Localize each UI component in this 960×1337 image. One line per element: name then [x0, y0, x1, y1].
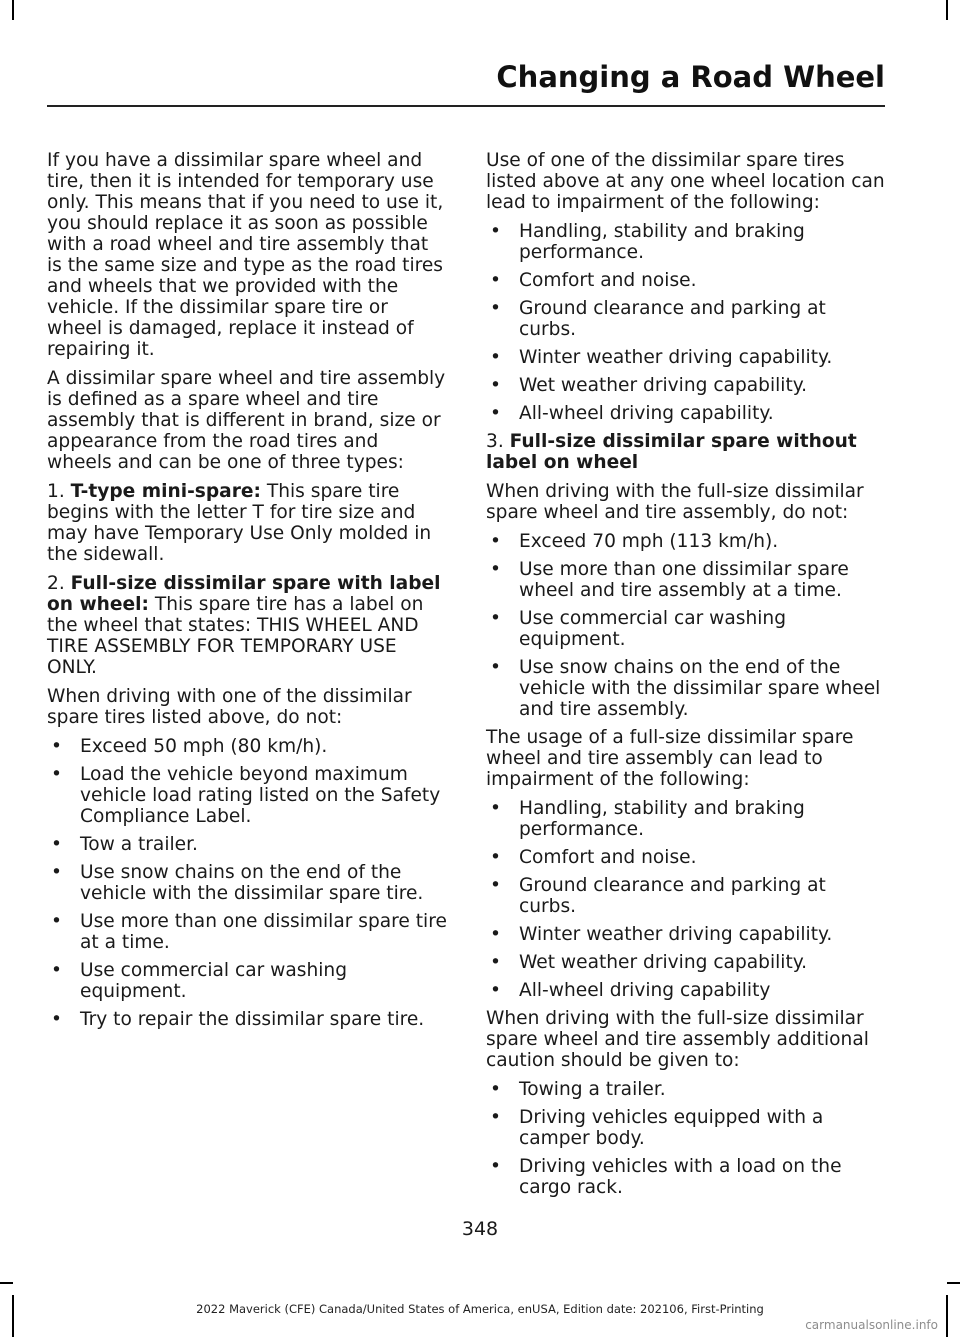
impairment-intro: Use of one of the dissimilar spare tires listed above at any one wheel location can lead to impairment of the following: [486, 150, 885, 213]
list-item: • Use more than one dissimilar spare tire at a time. [47, 911, 447, 953]
intro-paragraph: If you have a dissimilar spare wheel and tire, then it is intended for temporary use only. This means that if you need to use it, you should replace it as soon as possible with a road wheel and tire assembly that is the same size and type as the road tires and wheels that we provided with the vehicle. If the dissimilar spare tire or wheel is damaged, replace it instead of repairing it. [47, 150, 444, 360]
list-item: • Handling, stability and braking performance. [486, 798, 886, 840]
full-size-impairment-intro: The usage of a full-size dissimilar spare wheel and tire assembly can lead to impairment of the following: [486, 727, 854, 790]
crop-mark-top-left [12, 0, 14, 20]
list-item: • Use snow chains on the end of the vehicle with the dissimilar spare tire. [47, 862, 447, 904]
watermark: carmanualsonline.info [805, 1318, 938, 1332]
list-item: • Wet weather driving capability. [486, 375, 886, 396]
caution-intro: When driving with the full-size dissimilar spare wheel and tire assembly additional caution should be given to: [486, 1008, 869, 1071]
list-item: • Ground clearance and parking at curbs. [486, 298, 886, 340]
list-item: • Use more than one dissimilar spare wheel and tire assembly at a time. [486, 559, 886, 601]
crop-mark-top-right [946, 0, 948, 20]
list-item: • Load the vehicle beyond maximum vehicle load rating listed on the Safety Compliance Label. [47, 764, 447, 827]
list-item: • Comfort and noise. [486, 270, 886, 291]
list-item: • Towing a trailer. [486, 1079, 886, 1100]
type-2-number: 2. [47, 573, 71, 594]
list-item: • All-wheel driving capability. [486, 403, 886, 424]
type-1-paragraph [47, 481, 447, 565]
do-not-intro: When driving with one of the dissimilar spare tires listed above, do not: [47, 686, 412, 728]
impairment-list [486, 221, 886, 424]
list-item: • Driving vehicles equipped with a camper body. [486, 1107, 886, 1149]
caution-list [486, 1079, 886, 1198]
type-3-title: Full-size dissimilar spare without label on wheel [486, 431, 857, 473]
list-item: • Wet weather driving capability. [486, 952, 886, 973]
definition-paragraph: A dissimilar spare wheel and tire assembly is defined as a spare wheel and tire assembly that is different in brand, size or appearance from the road tires and wheels and can be one of three types: [47, 368, 446, 473]
full-size-do-not-list [486, 531, 886, 720]
list-item: • Winter weather driving capability. [486, 347, 886, 368]
right-column [486, 150, 886, 1205]
type-1-text: This spare tire begins with the letter T for tire size and may have Temporary Use Only molded in the sidewall. [47, 481, 432, 565]
page-title: Changing a Road Wheel [496, 60, 885, 94]
crop-mark-bottom-left-h [0, 1282, 13, 1284]
list-item: • Exceed 50 mph (80 km/h). [47, 736, 447, 757]
type-2-title: Full-size dissimilar spare with label on wheel: [47, 573, 441, 615]
type-2-text: This spare tire has a label on the wheel that states: THIS WHEEL AND TIRE ASSEMBLY FOR TEMPORARY USE ONLY. [47, 594, 424, 678]
list-item: • Tow a trailer. [47, 834, 447, 855]
full-size-do-not-intro: When driving with the full-size dissimilar spare wheel and tire assembly, do not: [486, 481, 864, 523]
list-item: • Handling, stability and braking performance. [486, 221, 886, 263]
list-item: • Ground clearance and parking at curbs. [486, 875, 886, 917]
type-1-title: T-type mini-spare: [70, 481, 261, 502]
list-item: • Winter weather driving capability. [486, 924, 886, 945]
list-item: • Driving vehicles with a load on the cargo rack. [486, 1156, 886, 1198]
list-item: • Exceed 70 mph (113 km/h). [486, 531, 886, 552]
full-size-impairment-list [486, 798, 886, 1001]
list-item: • Try to repair the dissimilar spare tire. [47, 1009, 447, 1030]
list-item: • Use commercial car washing equipment. [486, 608, 886, 650]
list-item: • Use snow chains on the end of the vehicle with the dissimilar spare wheel and tire assembly. [486, 657, 886, 720]
header-divider [47, 105, 885, 107]
do-not-list [47, 736, 447, 1030]
type-2-paragraph [47, 573, 447, 678]
list-item: • All-wheel driving capability [486, 980, 886, 1001]
edition-footer: 2022 Maverick (CFE) Canada/United States of America, enUSA, Edition date: 202106, First-Printing [196, 1302, 764, 1316]
type-3-paragraph [486, 431, 886, 473]
left-column [47, 150, 447, 1037]
list-item: • Use commercial car washing equipment. [47, 960, 447, 1002]
type-3-number: 3. [486, 431, 510, 452]
list-item: • Comfort and noise. [486, 847, 886, 868]
crop-mark-bottom-right-h [947, 1282, 960, 1284]
page-number: 348 [461, 1218, 499, 1240]
type-1-number: 1. [47, 481, 71, 502]
